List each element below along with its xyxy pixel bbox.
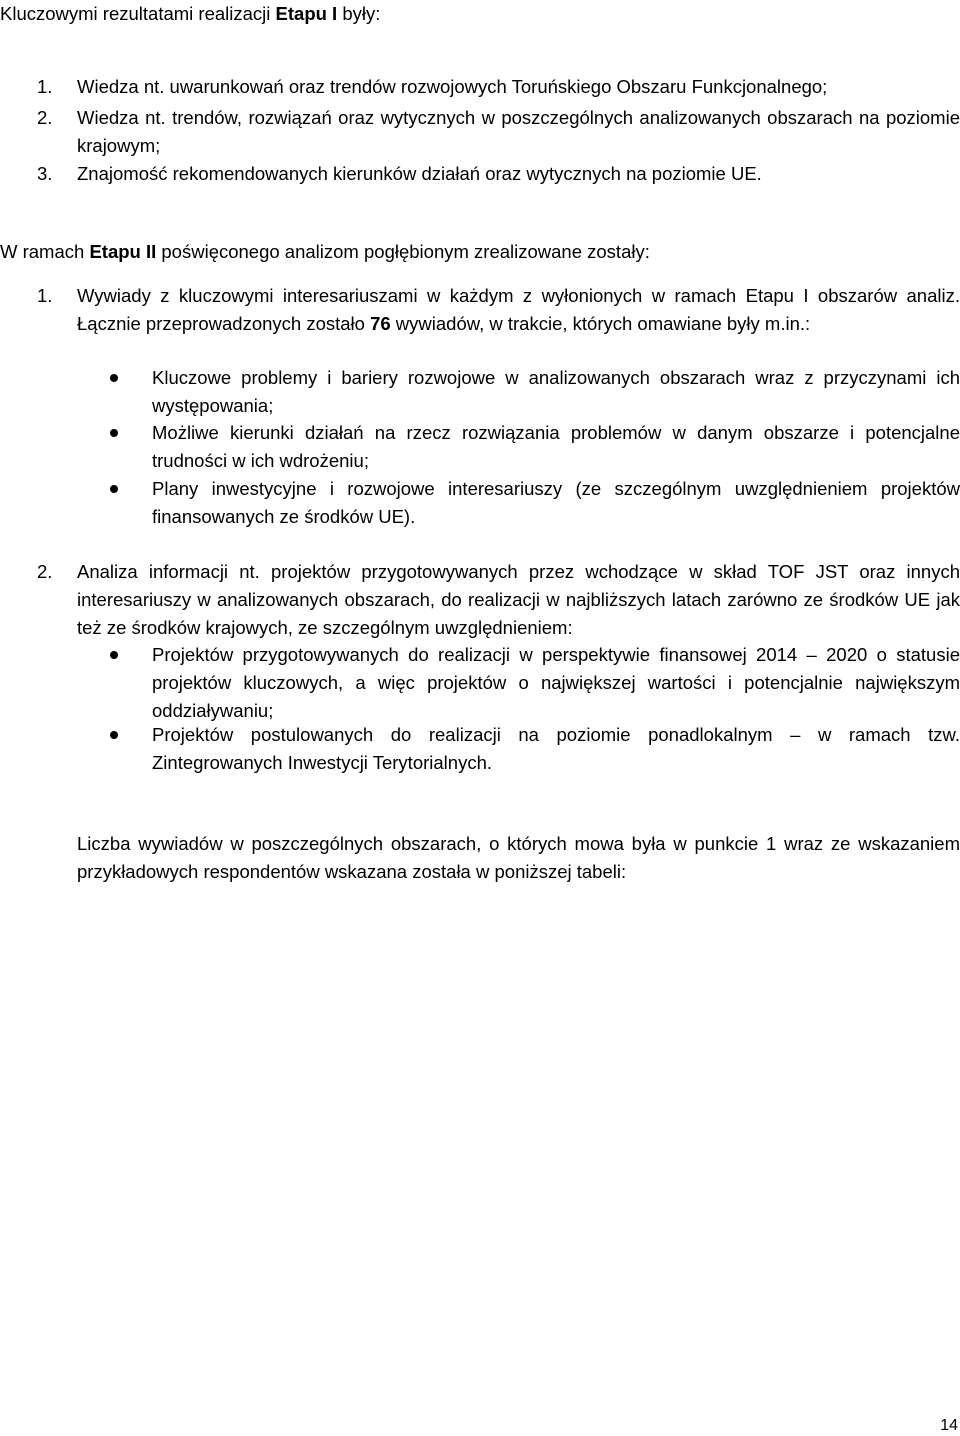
stage1-intro	[0, 0, 960, 28]
bullet-text: Projektów postulowanych do realizacji na poziomie ponadlokalnym – w ramach tzw. Zintegrowanych Inwestycji Terytorialnych.	[152, 724, 960, 773]
stage2-label: Etapu II	[89, 241, 157, 262]
list-item-text: Znajomość rekomendowanych kierunków działań oraz wytycznych na poziomie UE.	[77, 163, 762, 184]
list-item-text: Wiedza nt. uwarunkowań oraz trendów rozwojowych Toruńskiego Obszaru Funkcjonalnego;	[77, 76, 828, 97]
stage2-intro	[0, 238, 960, 266]
stage1-intro-prefix: Kluczowymi rezultatami realizacji	[0, 3, 276, 24]
bullet-text: Plany inwestycyjne i rozwojowe interesariuszy (ze szczególnym uwzględnieniem projektów finansowanych ze środków UE).	[152, 478, 960, 527]
list-item-text	[77, 282, 960, 338]
list-item-text: Wiedza nt. trendów, rozwiązań oraz wytycznych w poszczególnych analizowanych obszarach na poziomie krajowym;	[77, 107, 960, 156]
bullet-text: Możliwe kierunki działań na rzecz rozwiązania problemów w danym obszarze i potencjalne trudności w ich wdrożeniu;	[152, 422, 960, 471]
stage2-intro-prefix: W ramach	[0, 241, 90, 262]
bullet-text: Projektów przygotowywanych do realizacji w perspektywie finansowej 2014 – 2020 o statusie projektów kluczowych, a więc projektów o największej wartości i potencjalnie największym oddziaływaniu;	[152, 644, 960, 721]
interviews-count: 76	[370, 313, 391, 334]
stage1-label: Etapu I	[275, 3, 338, 24]
list-item-number: 1.	[37, 285, 53, 306]
list-item-number: 2.	[37, 561, 53, 582]
page-number: 14	[940, 1417, 958, 1434]
interviews-text-b: wywiadów, w trakcie, których omawiane były m.in.:	[390, 313, 811, 334]
stage1-intro-suffix: były:	[337, 3, 381, 24]
list-item-number: 3.	[37, 163, 53, 184]
stage2-intro-suffix: poświęconego analizom pogłębionym zrealizowane zostały:	[156, 241, 650, 262]
closing-paragraph: Liczba wywiadów w poszczególnych obszarach, o których mowa była w punkcie 1 wraz ze wskazaniem przykładowych respondentów wskazana została w poniższej tabeli:	[77, 833, 960, 882]
list-item-number: 1.	[37, 76, 53, 97]
list-item-number: 2.	[37, 107, 53, 128]
interviews-text-a: Wywiady z kluczowymi interesariuszami w każdym z wyłonionych w ramach Etapu I obszarów analiz. Łącznie przeprowadzonych zostało	[77, 285, 960, 334]
bullet-text: Kluczowe problemy i bariery rozwojowe w analizowanych obszarach wraz z przyczynami ich występowania;	[152, 367, 960, 416]
list-item-text: Analiza informacji nt. projektów przygotowywanych przez wchodzące w skład TOF JST oraz innych interesariuszy w analizowanych obszarach, do realizacji w najbliższych latach zarówno ze środków UE jak też ze środków krajowych, ze szczególnym uwzględnieniem:	[77, 561, 960, 638]
